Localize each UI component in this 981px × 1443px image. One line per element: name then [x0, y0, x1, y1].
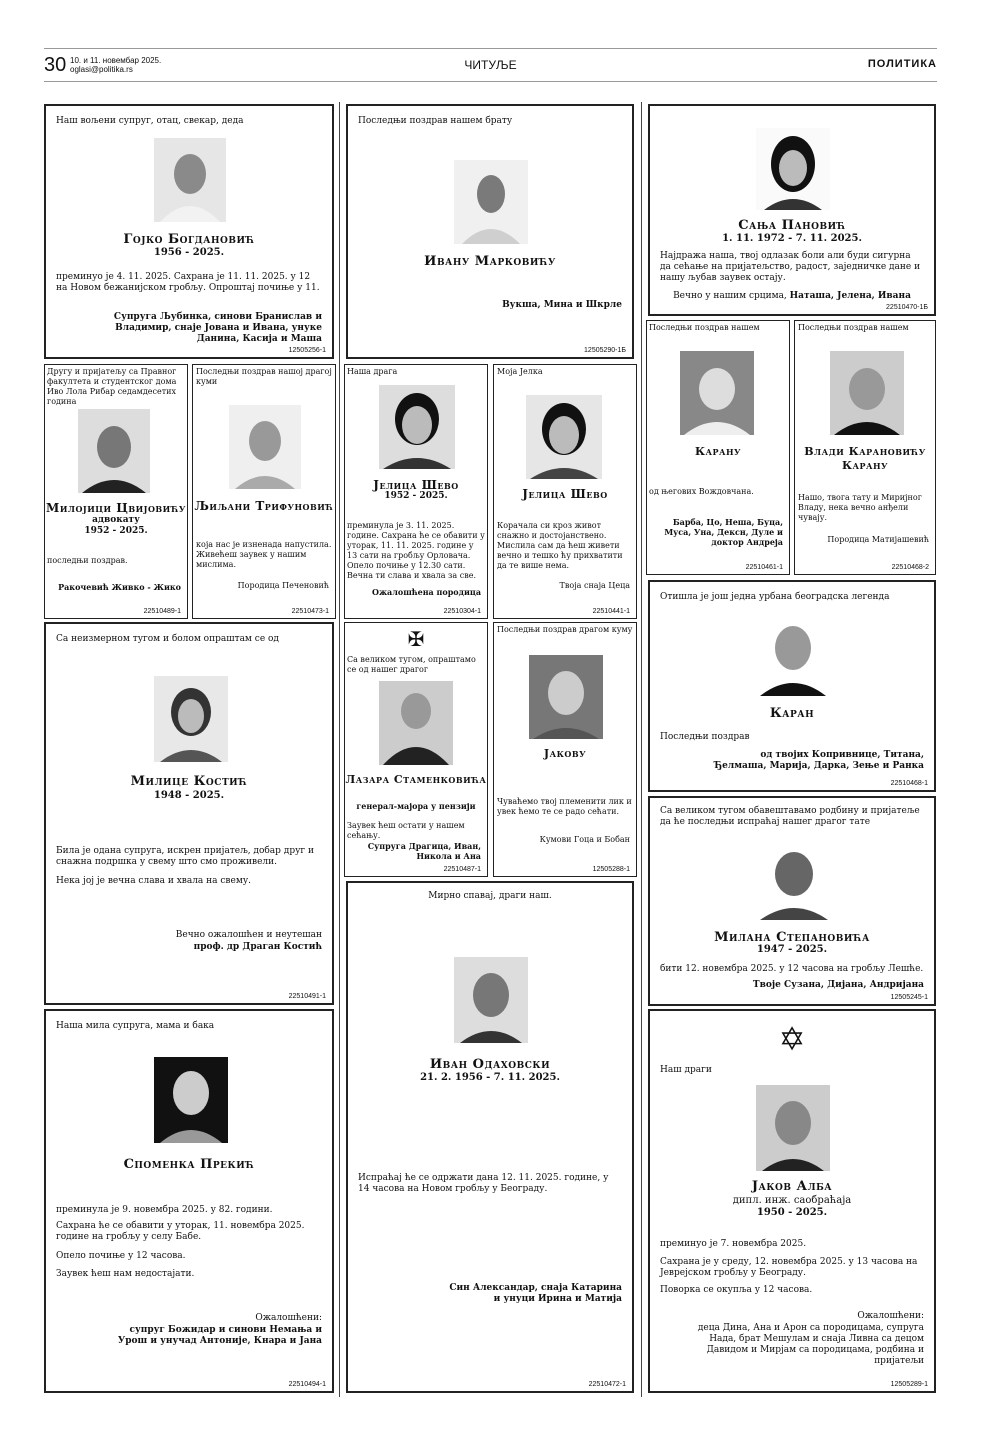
signature: Супруга Љубинка, синови Бранислав и Владимир, снаје Јована и Ивана, унуке Данина, Касија и Маша	[113, 312, 322, 344]
notice-text: која нас је изненада напустила. Живећеш заувек у нашим мислима.	[196, 540, 332, 569]
life-years: 1950 - 2025.	[756, 1207, 828, 1218]
intro-text: Наш драги	[660, 1065, 712, 1075]
portrait-photo	[529, 655, 603, 739]
deceased-name: Лазара Стаменковића	[345, 773, 487, 786]
obituary-karan-3	[648, 580, 936, 792]
intro-text: Наша мила супруга, мама и бака	[56, 1021, 215, 1031]
signature: Твоја снаја Цеца	[559, 581, 630, 590]
ad-code: 22510491-1	[288, 993, 326, 1000]
deceased-name: Јелица Шево	[522, 487, 608, 501]
ad-code: 22510487-1	[443, 866, 481, 873]
signature: од твојих Копривнице, Титана, Ђелмаша, Марија, Дарка, Зење и Ранка	[714, 750, 924, 771]
signature-prefix: Вечно ожалошћен и неутешан	[175, 930, 322, 940]
header-email: oglasi@politika.rs	[70, 65, 133, 74]
deceased-name: Каран	[769, 706, 815, 721]
deceased-name: Милице Костић	[130, 774, 248, 789]
intro-text: Са великом тугом обавештавамо родбину и пријатеље да ће последњи испраћај нашег драгог тате	[660, 806, 920, 827]
life-years: 1. 11. 1972 - 7. 11. 2025.	[722, 233, 862, 244]
ad-code: 22510468-1	[890, 780, 928, 787]
obituary-stamenkovic	[344, 622, 488, 877]
ad-code: 22510472-1	[588, 1381, 626, 1388]
portrait-photo	[229, 405, 301, 489]
ad-code: 12505256-1	[288, 347, 326, 354]
obituary-prekic	[44, 1009, 334, 1393]
ad-code: 12505290-1Б	[584, 347, 626, 354]
notice-text: преминуо је 7. новембра 2025.	[660, 1239, 807, 1249]
obituary-odahovski	[346, 881, 634, 1393]
obituary-cvijovic	[44, 364, 188, 619]
ad-code: 22510470-1Б	[886, 304, 928, 311]
signature: Син Александар, снаја Катарина и унуци Ирина и Матија	[449, 1283, 622, 1304]
intro-text: Последњи поздрав нашој драгој куми	[196, 367, 332, 386]
signature: Кумови Гоца и Бобан	[539, 835, 630, 844]
signature: Барба, Цо, Неша, Буца, Муса, Уна, Дексн, Дуле и доктор Андреја	[664, 517, 783, 547]
column-divider	[641, 102, 642, 1397]
intro-text: Последњи поздрав драгом куму	[497, 625, 633, 634]
portrait-photo	[154, 138, 226, 222]
portrait-photo	[756, 128, 830, 210]
signature: Породица Матијашевић	[827, 535, 929, 544]
intro-text: Последњи поздрав нашем	[798, 323, 909, 332]
intro-text: Са великом тугом, опраштамо се од нашег драгог	[347, 655, 476, 674]
deceased-name: Ивану Марковићу	[424, 254, 556, 269]
obituary-stepanovic	[648, 796, 936, 1006]
signature: Ракочевић Живко - Жико	[58, 582, 181, 592]
column-divider	[339, 102, 340, 1397]
ad-code: 22510441-1	[592, 608, 630, 615]
newspaper-logo: ПОЛИТИКА	[867, 58, 937, 70]
obituary-jakov	[493, 622, 637, 877]
notice-text: Чуваћемо твој племенити лик и увек ћемо те се радо сећати.	[497, 797, 632, 816]
ad-code: 22510304-1	[443, 608, 481, 615]
intro-text: Са неизмерном тугом и болом опраштам се од	[56, 634, 279, 644]
obituary-panovic	[648, 104, 936, 316]
signature-prefix: Ожалошћени:	[255, 1313, 322, 1323]
signature: супруг Божидар и синови Немања и Урош и унучад Антоније, Кнара и Јана	[117, 1325, 322, 1346]
intro-text: Последњи поздрав нашем	[649, 323, 760, 332]
portrait-photo	[680, 351, 754, 435]
intro-text: Другу и пријатељу са Правног факултета и студентског дома Иво Лола Рибар седамдесетих година	[47, 367, 177, 406]
signature: Твоје Сузана, Дијана, Андријана	[752, 980, 924, 990]
portrait-photo	[379, 385, 455, 469]
obituary-karan-2	[794, 320, 936, 575]
obituary-bogdanovic	[44, 104, 334, 359]
signature: Породица Печеновић	[237, 581, 329, 590]
profession: адвокату	[92, 515, 140, 525]
obituary-karan-1	[646, 320, 790, 575]
portrait-photo	[756, 836, 832, 920]
portrait-photo	[454, 957, 528, 1043]
notice-text: Опело почиње у 12 часова.	[56, 1251, 186, 1261]
notice-text: преминула је 3. 11. 2025. године. Сахрана ће се обавити у уторак, 11. 11. 2025. године у 13 сати на гробљу Орловача. Опело почиње у 12.30 сати. Вечна ти слава и хвала за све.	[347, 521, 485, 580]
signature: проф. др Драган Костић	[193, 942, 322, 952]
signature: Вукша, Мина и Шкрле	[502, 300, 622, 310]
deceased-name: Јелица Шево	[373, 478, 459, 492]
notice-text: Заувек ћеш нам недостајати.	[56, 1269, 195, 1279]
life-years: 21. 2. 1956 - 7. 11. 2025.	[420, 1072, 560, 1083]
obituary-sevo-1	[344, 364, 488, 619]
notice-text: Нека јој је вечна слава и хвала на свему.	[56, 876, 251, 886]
ad-code: 22510473-1	[291, 608, 329, 615]
deceased-name: Милана Степановића	[714, 930, 870, 945]
intro-text: Мирно спавај, драги наш.	[428, 891, 552, 901]
intro-text: Последњи поздрав нашем брату	[358, 116, 513, 126]
ad-code: 22510494-1	[288, 1381, 326, 1388]
notice-text: од његових Вождовчана.	[649, 487, 754, 496]
deceased-name: Милојици Цвијовићу	[46, 501, 186, 515]
page-number: 30	[44, 54, 67, 76]
ad-code: 22510489-1	[143, 608, 181, 615]
portrait-photo	[526, 395, 602, 479]
notice-text: Испраћај ће се одржати дана 12. 11. 2025. године, у 14 часова на Новом гробљу у Београду.	[358, 1173, 609, 1194]
portrait-photo	[379, 681, 453, 765]
ad-code: 12505288-1	[592, 866, 630, 873]
deceased-name: Иван Одаховски	[429, 1057, 551, 1072]
notice-text: Најдража наша, твој одлазак боли али буди сигурна да сећање на пријатељство, радост, заједничке дане и нашу љубав заувек остају.	[660, 251, 921, 283]
portrait-photo	[78, 409, 150, 493]
intro-text: Наша драга	[347, 367, 398, 376]
life-years: 1952 - 2025.	[384, 491, 448, 501]
ad-code: 12505289-1	[890, 1381, 928, 1388]
signature: деца Дина, Ана и Арон са породицама, супруга Нада, брат Мешулам и снаја Ливна са децом Давидом и Мирјам са породицама, родбина и пријатељи	[697, 1323, 924, 1366]
deceased-name: Јакову	[543, 747, 587, 760]
obituary-markovic	[346, 104, 634, 359]
notice-text: Заувек ћеш остати у нашем сећању.	[347, 821, 465, 840]
life-years: 1956 - 2025.	[153, 247, 225, 258]
section-title: ЧИТУЉЕ	[464, 58, 517, 72]
ad-code: 22510461-1	[745, 564, 783, 571]
portrait-photo	[454, 160, 528, 244]
life-years: 1947 - 2025.	[756, 944, 828, 955]
notice-text: Корачала си кроз живот снажно и достојанствено. Мислила сам да ћеш живети вечно и тешко ћу прихватити да те више нема.	[497, 521, 623, 570]
signature: Супруга Драгица, Иван, Никола и Ана	[367, 841, 481, 861]
deceased-name: Влади Карановићу Карану	[804, 445, 926, 472]
portrait-photo	[830, 351, 904, 435]
signature: Ожалошћена породица	[371, 587, 481, 597]
notice-text: преминуо је 4. 11. 2025. Сахрана је 11. 11. 2025. у 12 на Новом бежанијском гробљу. Опроштај почиње у 11.	[56, 272, 320, 293]
notice-text: Сахрана ће се обавити у уторак, 11. новембра 2025. године на гробљу у селу Бабе.	[56, 1221, 305, 1242]
portrait-photo	[154, 676, 228, 762]
deceased-name: Карану	[694, 445, 742, 458]
notice-text: последњи поздрав.	[47, 556, 128, 565]
notice-text: Сахрана је у среду, 12. новембра 2025. у 13 часова на Јеврејском гробљу у Београду.	[660, 1257, 918, 1278]
ad-code: 22510468-2	[891, 564, 929, 571]
deceased-name: Споменка Прекић	[123, 1157, 255, 1172]
deceased-name: Љиљани Трифуновић	[194, 499, 334, 513]
obituary-sevo-2	[493, 364, 637, 619]
portrait-photo	[756, 612, 830, 696]
life-years: 1952 - 2025.	[84, 526, 148, 536]
obituary-kostic	[44, 622, 334, 1005]
portrait-photo	[154, 1057, 228, 1143]
notice-text: Нашо, твога тату и Миријног Владу, нека вечно анђели чувају.	[798, 493, 922, 522]
header-date: 10. и 11. новембар 2025. oglasi@politika.rs	[70, 56, 162, 74]
deceased-name: Јаков Алба	[751, 1179, 833, 1194]
profession: дипл. инж. саобраћаја	[732, 1195, 852, 1206]
notice-text: преминула је 9. новембра 2025. у 82. години.	[56, 1205, 273, 1215]
notice-text: Била је одана супруга, искрен пријатељ, добар друг и снажна подршка у свему што смо проживели.	[56, 846, 314, 867]
obituary-alba	[648, 1009, 936, 1393]
intro-text: Наш вољени супруг, отац, свекар, деда	[56, 116, 244, 126]
signature: Вечно у нашим срцима, Наташа, Јелена, Ивана	[673, 291, 911, 301]
orthodox-cross-icon: ✠	[407, 627, 425, 651]
portrait-photo	[756, 1085, 830, 1171]
page-header	[44, 48, 937, 82]
notice-text: Последњи поздрав	[660, 732, 750, 742]
obituary-trifunovic	[192, 364, 336, 619]
ad-code: 12505245-1	[890, 994, 928, 1001]
notice-text: Поворка се окупља у 12 часова.	[660, 1285, 813, 1295]
signature-prefix: Ожалошћени:	[857, 1311, 924, 1321]
life-years: 1948 - 2025.	[153, 790, 225, 801]
deceased-name: Сања Пановић	[738, 218, 846, 233]
intro-text: Отишла је још једна урбана београдска легенда	[660, 592, 890, 602]
notice-text: бити 12. новембра 2025. у 12 часова на гробљу Лешће.	[660, 964, 924, 974]
rank: генерал-мајора у пензији	[356, 801, 476, 811]
deceased-name: Гојко Богдановић	[123, 232, 255, 247]
star-of-david-icon: ✡	[778, 1020, 806, 1058]
intro-text: Моја Јелка	[497, 367, 543, 376]
